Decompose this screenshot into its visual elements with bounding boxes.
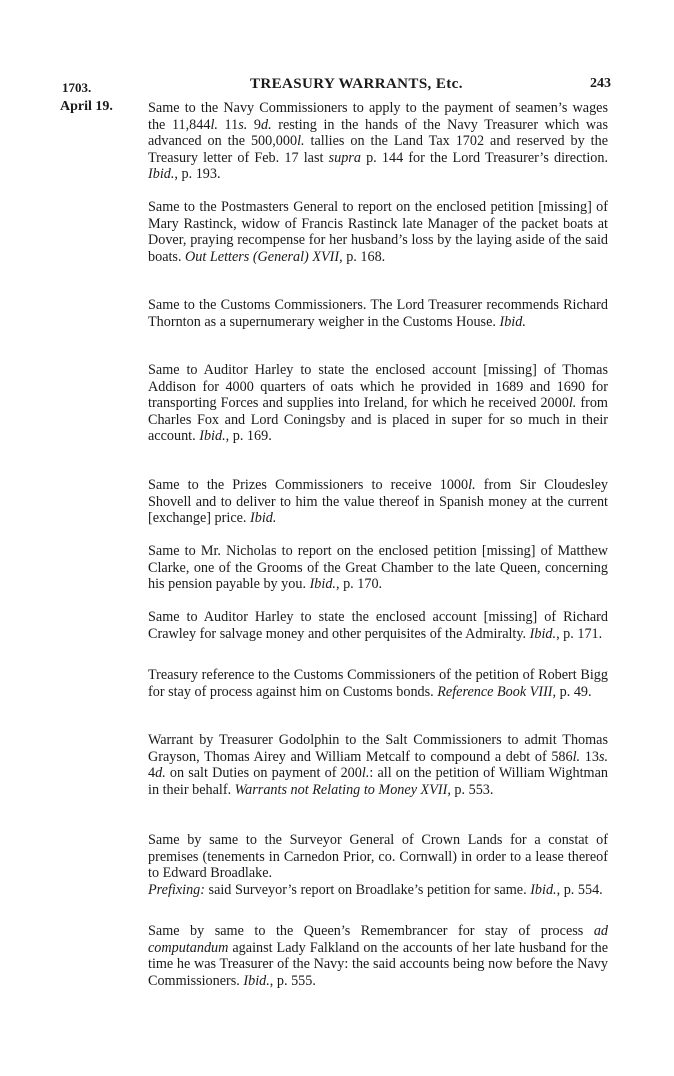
page-number: 243 <box>590 76 611 91</box>
entry-3: Same to the Customs Commissioners. The Lord Treasurer recommends Richard Thornton as a supernumerary weigher in the Customs House. Ibid. <box>148 297 608 330</box>
entry-11: Same by same to the Queen’s Remembrancer for stay of process ad computandum against Lady Falkland on the accounts of her late husband for the time he was Treasurer of the Navy: the said accounts being now before the Navy Commissioners. Ibid., p. 555. <box>148 923 608 989</box>
entry-10-note: Prefixing: said Surveyor’s report on Broadlake’s petition for same. Ibid., p. 554. <box>148 881 603 898</box>
entry-1: Same to the Navy Commissioners to apply to the payment of seamen’s wages the 11,844l. 11s. 9d. resting in the hands of the Navy Treasurer which was advanced on the 500,000l. tallies on the Land Tax 1702 and reserved by the Treasury letter of Feb. 17 last supra p. 144 for the Lord Treasurer’s direction. Ibid., p. 193. <box>148 100 608 183</box>
entry-9: Warrant by Treasurer Godolphin to the Salt Commissioners to admit Thomas Grayson, Thomas Airey and William Metcalf to compound a debt of 586l. 13s. 4d. on salt Duties on payment of 200l.: all on the petition of William Wightman in their behalf. Warrants not Relating to Money XVII, p. 553. <box>148 732 609 798</box>
year-marker: 1703. <box>62 80 92 95</box>
date-marker: April 19. <box>60 99 113 114</box>
entry-8: Treasury reference to the Customs Commissioners of the petition of Robert Bigg for stay of process against him on Customs bonds. Reference Book VIII, p. 49. <box>148 667 608 700</box>
entry-7: Same to Auditor Harley to state the enclosed account [missing] of Richard Crawley for salvage money and other perquisites of the Admiralty. Ibid., p. 171. <box>148 609 608 642</box>
entry-5: Same to the Prizes Commissioners to receive 1000l. from Sir Cloudesley Shovell and to deliver to him the value thereof in Spanish money at the current [exchange] price. Ibid. <box>148 477 608 527</box>
running-header: TREASURY WARRANTS, Etc. <box>250 76 463 92</box>
entry-10: Same by same to the Surveyor General of Crown Lands for a constat of premises (tenements in Carnedon Prior, co. Cornwall) in order to a lease thereof to Edward Broadlake. Prefixing: said Surveyor’s report on Broadlake’s petition for same. Ibid., p. 554. <box>148 832 608 898</box>
entry-4: Same to Auditor Harley to state the enclosed account [missing] of Thomas Addison for 4000 quarters of oats which he provided in 1689 and 1690 for transporting Forces and supplies into Ireland, for which he received 2000l. from Charles Fox and Lord Coningsby and is placed in super for so much in their account. Ibid., p. 169. <box>148 362 608 445</box>
entry-2: Same to the Postmasters General to report on the enclosed petition [missing] of Mary Rastinck, widow of Francis Rastinck late Manager of the packet boats at Dover, praying recompense for her husband’s loss by the laying aside of the said boats. Out Letters (General) XVII, p. 168. <box>148 199 608 265</box>
entry-6: Same to Mr. Nicholas to report on the enclosed petition [missing] of Matthew Clarke, one of the Grooms of the Great Chamber to the late Queen, concerning his pension payable by you. Ibid., p. 170. <box>148 543 608 593</box>
